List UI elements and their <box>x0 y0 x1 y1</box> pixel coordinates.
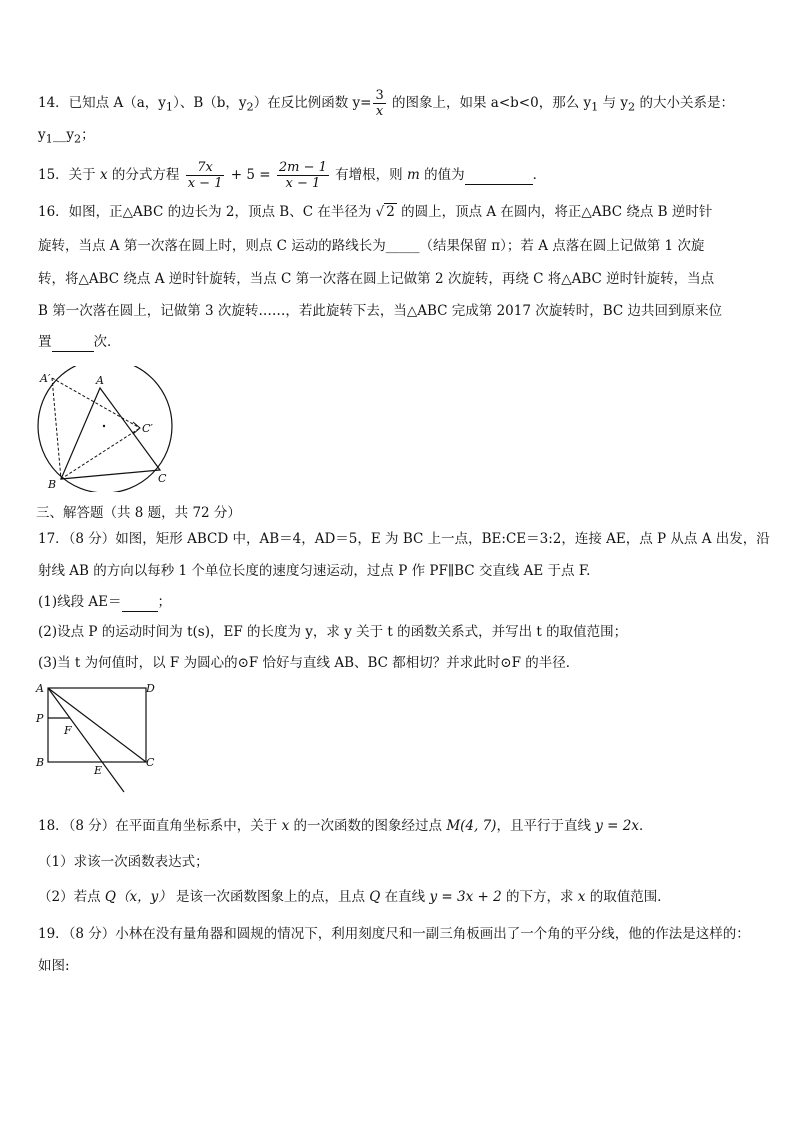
label-a: A <box>96 374 104 387</box>
q17-answer-blank <box>122 593 158 612</box>
q16-line5: 置 次． <box>38 334 121 350</box>
label-f: F <box>64 724 72 737</box>
q15-fraction-right: $\frac{2m - 1}{x - 1}$ <box>278 160 327 191</box>
q18-part1: （1）求该一次函数表达式； <box>38 854 209 870</box>
q17-line2: 射线 AB 的方向以每秒 1 个单位长度的速度匀速运动，过点 P 作 PF∥BC 交直线 AE 于点 F. <box>38 563 591 579</box>
q16-figure <box>34 366 184 492</box>
label-d: D <box>146 682 155 695</box>
line-ae <box>48 688 124 792</box>
q14-answer: $y_1\_\_y_2$； <box>38 127 95 146</box>
q16-line3: 转，将△ABC 绕点 A 逆时针旋转，当点 C 第一次落在圆上记做第 2 次旋转，再绕 C 将△ABC 逆时针旋转，当点 <box>38 271 715 287</box>
q19-line1: 19．（8 分）小林在没有量角器和圆规的情况下，利用刻度尺和一副三角板画出了一个角的平分线，他的作法是这样的： <box>38 926 750 942</box>
label-c1: C′ <box>142 422 153 435</box>
q19-line2: 如图: <box>38 958 70 974</box>
dashed-a1-b <box>52 378 61 479</box>
q16-line2: 旋转，当点 A 第一次落在圆上时，则点 C 运动的路线长为_____（结果保留 π）；若 A 点落在圆上记做第 1 次旋 <box>38 238 705 254</box>
q18-line1: 18．（8 分）在平面直角坐标系中，关于 x 的一次函数的图象经过点 M(4, 7)，且平行于直线 y = 2x． <box>38 818 653 834</box>
q17-part3: (3)当 t 为何值时，以 F 为圆心的⊙F 恰好与直线 AB、BC 都相切？并求此时⊙F 的半径． <box>38 655 580 671</box>
center-dot <box>103 425 105 427</box>
q17-part2: (2)设点 P 的运动时间为 t(s)，EF 的长度为 y，求 y 关于 t 的函数关系式，并写出 t 的取值范围； <box>38 624 628 640</box>
q16-line1: 16．如图，正△ABC 的边长为 2，顶点 B、C 在半径为 √ 2 的圆上，顶点 A 在圆内，将正△ABC 绕点 B 逆时针 <box>38 204 713 220</box>
label-e: E <box>94 764 103 777</box>
dashed-b-c1 <box>61 428 140 479</box>
q16-answer-blank <box>52 333 94 352</box>
label-c: C <box>146 756 155 769</box>
label-a1: A′ <box>40 372 51 385</box>
label-a: A <box>36 682 44 695</box>
label-b: B <box>48 478 57 491</box>
q17-line1: 17．（8 分）如图，矩形 ABCD 中，AB＝4，AD＝5，E 为 BC 上一点，BE:CE＝3:2，连接 AE，点 P 从点 A 出发，沿 <box>38 531 770 547</box>
sqrt-symbol: √ <box>375 204 385 220</box>
q17-part1: (1)线段 AE＝ ； <box>38 594 172 610</box>
q15-answer-blank <box>465 166 533 185</box>
q16-line4: B 第一次落在圆上，记做第 3 次旋转……，若此旋转下去，当△ABC 完成第 2017 次旋转时，BC 边共回到原来位 <box>38 303 723 319</box>
q15-fraction-left: $\frac{7x}{x - 1}$ <box>187 160 223 191</box>
line-ac <box>48 688 146 762</box>
q15-line: 15．关于 x 的分式方程 $\frac{7x}{x - 1}$ + 5 = $\frac{2m - 1}{x - 1}$ 有增根，则 m 的值为 ． <box>38 160 547 191</box>
label-c: C <box>158 472 167 485</box>
label-b: B <box>36 756 45 769</box>
q18-part2: （2）若点 Q（x，y） 是该一次函数图象上的点，且点 Q 在直线 y = 3x + 2 的下方，求 x 的取值范围． <box>38 889 671 905</box>
section3-title: 三、解答题（共 8 题，共 72 分） <box>36 505 241 521</box>
q14-fraction: $\frac{3}{x}$ <box>375 88 384 119</box>
q17-figure <box>34 680 164 800</box>
label-p: P <box>36 712 44 725</box>
q14-line1: 14．已知点 A（a，$y_1$）、B（b，$y_2$）在反比例函数 y= $\frac{3}{x}$ 的图象上，如果 a<b<0，那么 $y_1$ 与 $y_2$ 的大小关系是： <box>38 88 734 119</box>
